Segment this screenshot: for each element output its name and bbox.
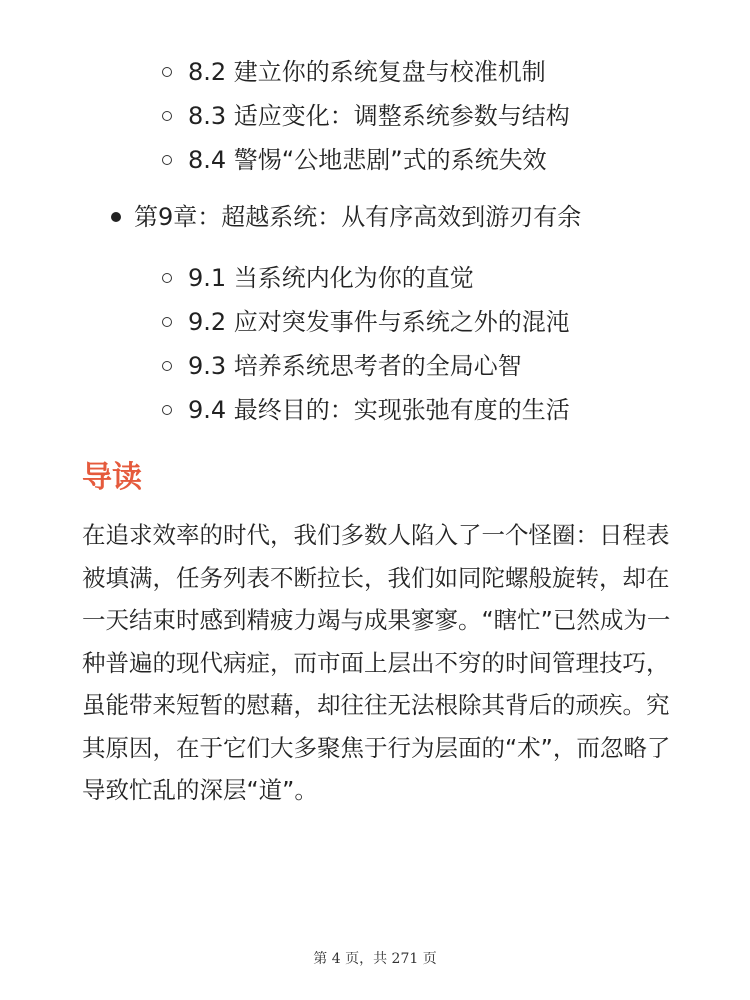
intro-paragraph: 在追求效率的时代，我们多数人陷入了一个怪圈：日程表被填满，任务列表不断拉长，我们如同陀螺般旋转，却在一天结束时感到精疲力竭与成果寥寥。“瞎忙”已然成为一种普遍的现代病症，而市面上层出不穷的时间管理技巧，虽能带来短暂的慰藉，却往往无法根除其背后的顽疾。究其原因，在于它们大多聚焦于行为层面的“术”，而忽略了导致忙乱的深层“道”。: [82, 521, 671, 804]
toc-chapter-9: [0, 192, 750, 242]
toc-item-label: 8.2 建立你的系统复盘与校准机制: [188, 58, 546, 86]
toc-item-8-2: [0, 50, 750, 94]
circle-bullet-icon: [162, 155, 172, 165]
toc-item-label: 9.3 培养系统思考者的全局心智: [188, 352, 522, 380]
page-number-footer: 第 4 页，共 271 页: [313, 951, 437, 967]
section-heading: 导读: [82, 460, 142, 495]
chapter-title: 第9章：超越系统：从有序高效到游刃有余: [134, 203, 582, 231]
toc-item-label: 9.1 当系统内化为你的直觉: [188, 264, 474, 292]
toc-item-9-2: [0, 300, 750, 344]
toc-item-8-3: [0, 94, 750, 138]
chapter-9-subsection-list: [0, 256, 750, 432]
circle-bullet-icon: [162, 111, 172, 121]
toc-item-label: 9.2 应对突发事件与系统之外的混沌: [188, 308, 570, 336]
circle-bullet-icon: [162, 273, 172, 283]
circle-bullet-icon: [162, 361, 172, 371]
toc-item-9-1: [0, 256, 750, 300]
circle-bullet-icon: [162, 405, 172, 415]
toc-item-9-4: [0, 388, 750, 432]
disc-bullet-icon: [111, 212, 121, 222]
chapter-8-subsection-list: [0, 50, 750, 182]
circle-bullet-icon: [162, 67, 172, 77]
circle-bullet-icon: [162, 317, 172, 327]
toc-item-9-3: [0, 344, 750, 388]
toc-item-label: 9.4 最终目的：实现张弛有度的生活: [188, 396, 570, 424]
toc-item-label: 8.4 警惕“公地悲剧”式的系统失效: [188, 146, 547, 174]
table-of-contents: [0, 50, 750, 432]
toc-item-label: 8.3 适应变化：调整系统参数与结构: [188, 102, 570, 130]
toc-item-8-4: [0, 138, 750, 182]
